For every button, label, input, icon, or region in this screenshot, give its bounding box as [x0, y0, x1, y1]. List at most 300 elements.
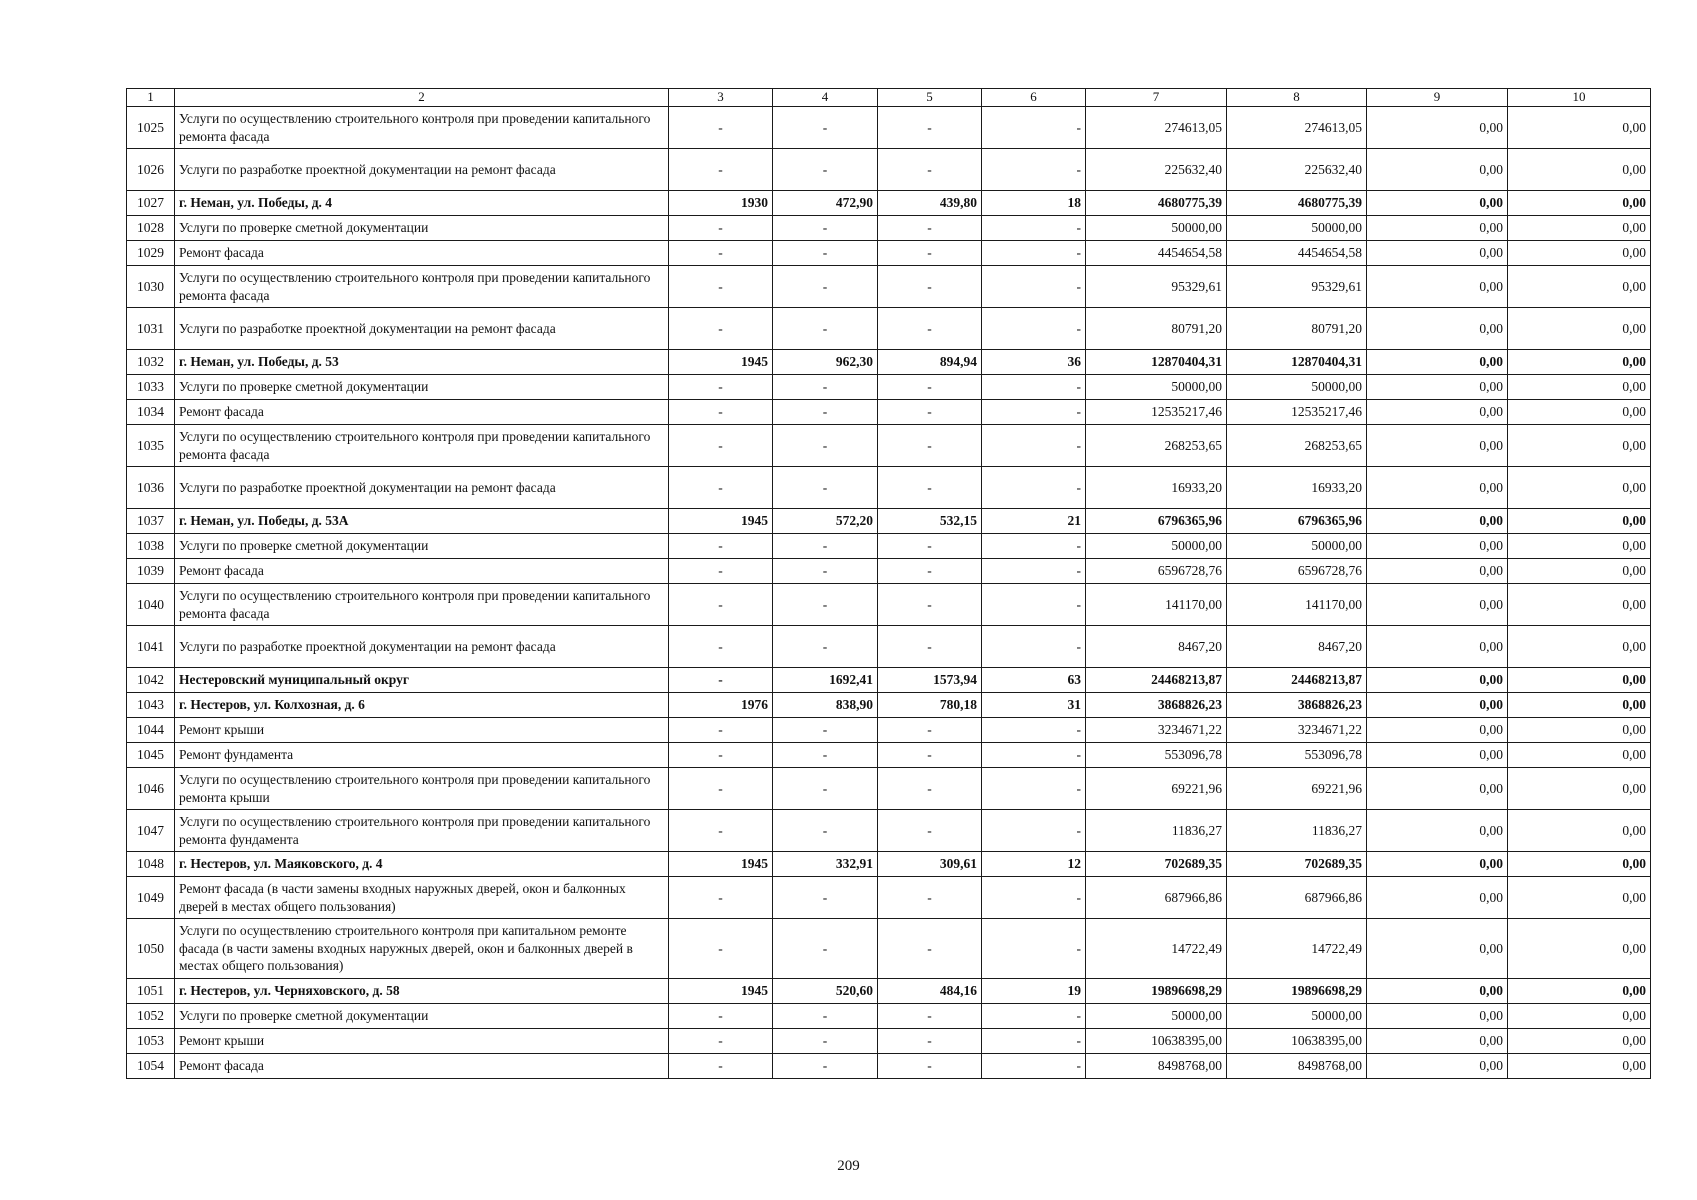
- col-5-cell: -: [878, 425, 982, 467]
- col-5-cell: 1573,94: [878, 668, 982, 693]
- col-3-cell: -: [669, 1004, 773, 1029]
- col-7-cell: 50000,00: [1086, 534, 1227, 559]
- table-row: [127, 149, 1651, 191]
- col-8-cell: 3234671,22: [1227, 718, 1367, 743]
- col-8-cell: 4454654,58: [1227, 241, 1367, 266]
- col-8-cell: 10638395,00: [1227, 1029, 1367, 1054]
- row-number-cell: 1034: [127, 400, 175, 425]
- col-3-cell: -: [669, 308, 773, 350]
- col-9-cell: 0,00: [1367, 1004, 1508, 1029]
- col-6-cell: -: [982, 266, 1086, 308]
- col-3-cell: -: [669, 534, 773, 559]
- row-number-cell: 1051: [127, 979, 175, 1004]
- col-10-cell: 0,00: [1508, 467, 1651, 509]
- col-7-cell: 95329,61: [1086, 266, 1227, 308]
- col-6-cell: -: [982, 559, 1086, 584]
- col-4-cell: 520,60: [773, 979, 878, 1004]
- row-number-cell: 1038: [127, 534, 175, 559]
- col-10-cell: 0,00: [1508, 979, 1651, 1004]
- col-8-cell: 4680775,39: [1227, 191, 1367, 216]
- col-10-cell: 0,00: [1508, 1004, 1651, 1029]
- table-row: [127, 509, 1651, 534]
- table-row: [127, 919, 1651, 979]
- col-5-cell: -: [878, 584, 982, 626]
- col-8-cell: 3868826,23: [1227, 693, 1367, 718]
- col-10-cell: 0,00: [1508, 668, 1651, 693]
- col-8-cell: 274613,05: [1227, 107, 1367, 149]
- col-10-cell: 0,00: [1508, 534, 1651, 559]
- col-7-cell: 14722,49: [1086, 919, 1227, 979]
- col-9-cell: 0,00: [1367, 877, 1508, 919]
- col-10-cell: 0,00: [1508, 350, 1651, 375]
- repair-costs-table: [126, 88, 1651, 1079]
- col-9-cell: 0,00: [1367, 584, 1508, 626]
- col-5-cell: -: [878, 149, 982, 191]
- col-6-cell: -: [982, 467, 1086, 509]
- row-number-cell: 1049: [127, 877, 175, 919]
- col-10-cell: 0,00: [1508, 852, 1651, 877]
- item-name-cell: Услуги по проверке сметной документации: [175, 1004, 669, 1029]
- table-row: [127, 559, 1651, 584]
- col-6-cell: 63: [982, 668, 1086, 693]
- col-4-cell: -: [773, 584, 878, 626]
- table-row: [127, 693, 1651, 718]
- col-3-cell: 1945: [669, 509, 773, 534]
- col-6-cell: -: [982, 718, 1086, 743]
- row-number-cell: 1029: [127, 241, 175, 266]
- col-4-cell: -: [773, 1029, 878, 1054]
- col-7-cell: 12870404,31: [1086, 350, 1227, 375]
- col-7-cell: 3868826,23: [1086, 693, 1227, 718]
- col-3-cell: 1945: [669, 350, 773, 375]
- col-3-cell: -: [669, 241, 773, 266]
- col-3-cell: -: [669, 626, 773, 668]
- table-row: [127, 626, 1651, 668]
- col-4-cell: -: [773, 743, 878, 768]
- col-6-cell: -: [982, 241, 1086, 266]
- col-6-cell: -: [982, 216, 1086, 241]
- col-9-cell: 0,00: [1367, 668, 1508, 693]
- header-cell: 6: [982, 89, 1086, 107]
- col-5-cell: -: [878, 1004, 982, 1029]
- col-9-cell: 0,00: [1367, 241, 1508, 266]
- item-name-cell: г. Неман, ул. Победы, д. 53А: [175, 509, 669, 534]
- table-row: [127, 584, 1651, 626]
- col-8-cell: 24468213,87: [1227, 668, 1367, 693]
- col-10-cell: 0,00: [1508, 718, 1651, 743]
- col-4-cell: 572,20: [773, 509, 878, 534]
- row-number-cell: 1035: [127, 425, 175, 467]
- col-4-cell: -: [773, 534, 878, 559]
- item-name-cell: Услуги по осуществлению строительного контроля при проведении капитального ремонта фасада: [175, 425, 669, 467]
- col-8-cell: 14722,49: [1227, 919, 1367, 979]
- col-5-cell: -: [878, 1029, 982, 1054]
- col-4-cell: -: [773, 810, 878, 852]
- col-8-cell: 553096,78: [1227, 743, 1367, 768]
- table-row: [127, 852, 1651, 877]
- table-row: [127, 1004, 1651, 1029]
- col-6-cell: -: [982, 308, 1086, 350]
- col-9-cell: 0,00: [1367, 425, 1508, 467]
- col-10-cell: 0,00: [1508, 216, 1651, 241]
- col-10-cell: 0,00: [1508, 400, 1651, 425]
- column-number-header: [127, 89, 1651, 107]
- col-7-cell: 6596728,76: [1086, 559, 1227, 584]
- col-8-cell: 50000,00: [1227, 375, 1367, 400]
- col-8-cell: 702689,35: [1227, 852, 1367, 877]
- col-3-cell: -: [669, 1054, 773, 1079]
- col-9-cell: 0,00: [1367, 191, 1508, 216]
- document-table-container: [126, 88, 1650, 1079]
- col-6-cell: -: [982, 626, 1086, 668]
- col-7-cell: 8467,20: [1086, 626, 1227, 668]
- item-name-cell: Услуги по проверке сметной документации: [175, 375, 669, 400]
- col-7-cell: 274613,05: [1086, 107, 1227, 149]
- item-name-cell: г. Неман, ул. Победы, д. 53: [175, 350, 669, 375]
- row-number-cell: 1026: [127, 149, 175, 191]
- col-4-cell: -: [773, 149, 878, 191]
- col-7-cell: 24468213,87: [1086, 668, 1227, 693]
- header-cell: 1: [127, 89, 175, 107]
- table-row: [127, 107, 1651, 149]
- col-5-cell: -: [878, 626, 982, 668]
- header-cell: 4: [773, 89, 878, 107]
- col-3-cell: -: [669, 743, 773, 768]
- col-9-cell: 0,00: [1367, 266, 1508, 308]
- row-number-cell: 1042: [127, 668, 175, 693]
- col-4-cell: -: [773, 107, 878, 149]
- col-3-cell: 1930: [669, 191, 773, 216]
- col-4-cell: -: [773, 768, 878, 810]
- col-6-cell: 18: [982, 191, 1086, 216]
- col-8-cell: 6596728,76: [1227, 559, 1367, 584]
- table-row: [127, 668, 1651, 693]
- item-name-cell: Ремонт фасада: [175, 241, 669, 266]
- col-6-cell: 21: [982, 509, 1086, 534]
- col-5-cell: -: [878, 1054, 982, 1079]
- col-4-cell: -: [773, 877, 878, 919]
- col-7-cell: 16933,20: [1086, 467, 1227, 509]
- col-10-cell: 0,00: [1508, 149, 1651, 191]
- col-4-cell: 472,90: [773, 191, 878, 216]
- col-5-cell: -: [878, 375, 982, 400]
- col-8-cell: 225632,40: [1227, 149, 1367, 191]
- col-10-cell: 0,00: [1508, 810, 1651, 852]
- col-9-cell: 0,00: [1367, 979, 1508, 1004]
- col-4-cell: -: [773, 467, 878, 509]
- col-10-cell: 0,00: [1508, 584, 1651, 626]
- col-3-cell: -: [669, 1029, 773, 1054]
- col-8-cell: 268253,65: [1227, 425, 1367, 467]
- table-row: [127, 718, 1651, 743]
- col-5-cell: -: [878, 743, 982, 768]
- table-row: [127, 877, 1651, 919]
- col-10-cell: 0,00: [1508, 877, 1651, 919]
- col-5-cell: 439,80: [878, 191, 982, 216]
- table-row: [127, 1054, 1651, 1079]
- col-5-cell: -: [878, 559, 982, 584]
- col-6-cell: -: [982, 425, 1086, 467]
- col-5-cell: -: [878, 308, 982, 350]
- col-5-cell: 780,18: [878, 693, 982, 718]
- col-5-cell: -: [878, 467, 982, 509]
- col-4-cell: -: [773, 375, 878, 400]
- table-row: [127, 768, 1651, 810]
- col-7-cell: 69221,96: [1086, 768, 1227, 810]
- col-6-cell: -: [982, 534, 1086, 559]
- table-row: [127, 1029, 1651, 1054]
- col-10-cell: 0,00: [1508, 266, 1651, 308]
- col-9-cell: 0,00: [1367, 308, 1508, 350]
- item-name-cell: Услуги по разработке проектной документации на ремонт фасада: [175, 626, 669, 668]
- col-3-cell: -: [669, 467, 773, 509]
- col-10-cell: 0,00: [1508, 308, 1651, 350]
- row-number-cell: 1036: [127, 467, 175, 509]
- col-3-cell: -: [669, 584, 773, 626]
- col-7-cell: 10638395,00: [1086, 1029, 1227, 1054]
- row-number-cell: 1054: [127, 1054, 175, 1079]
- item-name-cell: Услуги по разработке проектной документации на ремонт фасада: [175, 308, 669, 350]
- col-9-cell: 0,00: [1367, 149, 1508, 191]
- col-4-cell: 1692,41: [773, 668, 878, 693]
- table-row: [127, 216, 1651, 241]
- col-7-cell: 50000,00: [1086, 375, 1227, 400]
- table-row: [127, 400, 1651, 425]
- col-8-cell: 95329,61: [1227, 266, 1367, 308]
- col-9-cell: 0,00: [1367, 1029, 1508, 1054]
- col-5-cell: -: [878, 107, 982, 149]
- col-9-cell: 0,00: [1367, 743, 1508, 768]
- col-5-cell: -: [878, 768, 982, 810]
- item-name-cell: Услуги по осуществлению строительного контроля при проведении капитального ремонта фасада: [175, 584, 669, 626]
- col-7-cell: 6796365,96: [1086, 509, 1227, 534]
- col-8-cell: 69221,96: [1227, 768, 1367, 810]
- col-5-cell: 894,94: [878, 350, 982, 375]
- col-9-cell: 0,00: [1367, 534, 1508, 559]
- col-4-cell: -: [773, 216, 878, 241]
- col-4-cell: -: [773, 400, 878, 425]
- row-number-cell: 1043: [127, 693, 175, 718]
- col-9-cell: 0,00: [1367, 216, 1508, 241]
- header-cell: 9: [1367, 89, 1508, 107]
- page-number: 209: [837, 1158, 860, 1174]
- col-7-cell: 141170,00: [1086, 584, 1227, 626]
- col-7-cell: 12535217,46: [1086, 400, 1227, 425]
- row-number-cell: 1037: [127, 509, 175, 534]
- col-10-cell: 0,00: [1508, 191, 1651, 216]
- col-4-cell: -: [773, 718, 878, 743]
- col-6-cell: 12: [982, 852, 1086, 877]
- col-6-cell: -: [982, 107, 1086, 149]
- col-8-cell: 50000,00: [1227, 216, 1367, 241]
- col-5-cell: -: [878, 919, 982, 979]
- col-6-cell: -: [982, 375, 1086, 400]
- col-8-cell: 141170,00: [1227, 584, 1367, 626]
- col-7-cell: 225632,40: [1086, 149, 1227, 191]
- row-number-cell: 1030: [127, 266, 175, 308]
- col-5-cell: -: [878, 216, 982, 241]
- table-row: [127, 241, 1651, 266]
- item-name-cell: Ремонт фасада: [175, 559, 669, 584]
- col-10-cell: 0,00: [1508, 1029, 1651, 1054]
- table-body: [127, 107, 1651, 1079]
- col-3-cell: -: [669, 919, 773, 979]
- col-4-cell: 332,91: [773, 852, 878, 877]
- item-name-cell: Ремонт фасада: [175, 400, 669, 425]
- col-7-cell: 50000,00: [1086, 1004, 1227, 1029]
- table-row: [127, 534, 1651, 559]
- col-5-cell: 532,15: [878, 509, 982, 534]
- col-7-cell: 702689,35: [1086, 852, 1227, 877]
- item-name-cell: Ремонт фасада (в части замены входных наружных дверей, окон и балконных дверей в местах общего пользования): [175, 877, 669, 919]
- col-3-cell: -: [669, 149, 773, 191]
- table-row: [127, 743, 1651, 768]
- col-9-cell: 0,00: [1367, 626, 1508, 668]
- col-10-cell: 0,00: [1508, 241, 1651, 266]
- col-5-cell: 309,61: [878, 852, 982, 877]
- row-number-cell: 1045: [127, 743, 175, 768]
- col-3-cell: -: [669, 216, 773, 241]
- item-name-cell: Ремонт крыши: [175, 718, 669, 743]
- col-9-cell: 0,00: [1367, 509, 1508, 534]
- col-3-cell: 1976: [669, 693, 773, 718]
- row-number-cell: 1046: [127, 768, 175, 810]
- col-4-cell: -: [773, 241, 878, 266]
- col-4-cell: -: [773, 626, 878, 668]
- col-6-cell: -: [982, 1004, 1086, 1029]
- item-name-cell: г. Неман, ул. Победы, д. 4: [175, 191, 669, 216]
- col-7-cell: 19896698,29: [1086, 979, 1227, 1004]
- header-cell: 3: [669, 89, 773, 107]
- col-4-cell: -: [773, 266, 878, 308]
- item-name-cell: Ремонт фундамента: [175, 743, 669, 768]
- col-9-cell: 0,00: [1367, 375, 1508, 400]
- table-row: [127, 810, 1651, 852]
- col-3-cell: -: [669, 266, 773, 308]
- col-7-cell: 8498768,00: [1086, 1054, 1227, 1079]
- row-number-cell: 1028: [127, 216, 175, 241]
- col-3-cell: -: [669, 877, 773, 919]
- col-4-cell: -: [773, 919, 878, 979]
- col-3-cell: 1945: [669, 852, 773, 877]
- table-row: [127, 467, 1651, 509]
- col-7-cell: 11836,27: [1086, 810, 1227, 852]
- col-4-cell: -: [773, 425, 878, 467]
- table-row: [127, 266, 1651, 308]
- col-4-cell: -: [773, 559, 878, 584]
- col-9-cell: 0,00: [1367, 350, 1508, 375]
- col-3-cell: -: [669, 400, 773, 425]
- col-4-cell: -: [773, 1004, 878, 1029]
- col-5-cell: -: [878, 266, 982, 308]
- item-name-cell: г. Нестеров, ул. Маяковского, д. 4: [175, 852, 669, 877]
- col-8-cell: 80791,20: [1227, 308, 1367, 350]
- col-7-cell: 553096,78: [1086, 743, 1227, 768]
- col-6-cell: -: [982, 584, 1086, 626]
- col-3-cell: -: [669, 425, 773, 467]
- col-4-cell: -: [773, 1054, 878, 1079]
- col-6-cell: -: [982, 149, 1086, 191]
- col-10-cell: 0,00: [1508, 107, 1651, 149]
- item-name-cell: Услуги по проверке сметной документации: [175, 216, 669, 241]
- col-7-cell: 4454654,58: [1086, 241, 1227, 266]
- col-7-cell: 687966,86: [1086, 877, 1227, 919]
- row-number-cell: 1027: [127, 191, 175, 216]
- col-10-cell: 0,00: [1508, 559, 1651, 584]
- table-row: [127, 350, 1651, 375]
- col-5-cell: -: [878, 877, 982, 919]
- row-number-cell: 1050: [127, 919, 175, 979]
- col-5-cell: -: [878, 400, 982, 425]
- col-6-cell: 31: [982, 693, 1086, 718]
- header-cell: 5: [878, 89, 982, 107]
- col-8-cell: 12535217,46: [1227, 400, 1367, 425]
- col-8-cell: 6796365,96: [1227, 509, 1367, 534]
- col-5-cell: 484,16: [878, 979, 982, 1004]
- col-9-cell: 0,00: [1367, 810, 1508, 852]
- row-number-cell: 1033: [127, 375, 175, 400]
- row-number-cell: 1053: [127, 1029, 175, 1054]
- col-4-cell: -: [773, 308, 878, 350]
- col-8-cell: 16933,20: [1227, 467, 1367, 509]
- col-6-cell: -: [982, 1054, 1086, 1079]
- col-8-cell: 687966,86: [1227, 877, 1367, 919]
- item-name-cell: Услуги по осуществлению строительного контроля при капитальном ремонте фасада (в части замены входных наружных дверей, окон и балконных дверей в местах общего пользования): [175, 919, 669, 979]
- row-number-cell: 1039: [127, 559, 175, 584]
- header-cell: 8: [1227, 89, 1367, 107]
- col-9-cell: 0,00: [1367, 693, 1508, 718]
- col-5-cell: -: [878, 241, 982, 266]
- row-number-cell: 1041: [127, 626, 175, 668]
- col-6-cell: -: [982, 743, 1086, 768]
- col-4-cell: 962,30: [773, 350, 878, 375]
- item-name-cell: Услуги по осуществлению строительного контроля при проведении капитального ремонта фасада: [175, 107, 669, 149]
- item-name-cell: Ремонт крыши: [175, 1029, 669, 1054]
- row-number-cell: 1040: [127, 584, 175, 626]
- col-6-cell: -: [982, 400, 1086, 425]
- col-8-cell: 50000,00: [1227, 1004, 1367, 1029]
- col-8-cell: 8467,20: [1227, 626, 1367, 668]
- table-row: [127, 375, 1651, 400]
- col-10-cell: 0,00: [1508, 768, 1651, 810]
- table-row: [127, 979, 1651, 1004]
- table-row: [127, 191, 1651, 216]
- col-9-cell: 0,00: [1367, 718, 1508, 743]
- col-3-cell: -: [669, 718, 773, 743]
- col-9-cell: 0,00: [1367, 559, 1508, 584]
- item-name-cell: Услуги по разработке проектной документации на ремонт фасада: [175, 149, 669, 191]
- col-6-cell: -: [982, 877, 1086, 919]
- col-5-cell: -: [878, 718, 982, 743]
- col-4-cell: 838,90: [773, 693, 878, 718]
- item-name-cell: Услуги по осуществлению строительного контроля при проведении капитального ремонта фасада: [175, 266, 669, 308]
- col-7-cell: 3234671,22: [1086, 718, 1227, 743]
- table-row: [127, 425, 1651, 467]
- col-10-cell: 0,00: [1508, 425, 1651, 467]
- col-9-cell: 0,00: [1367, 919, 1508, 979]
- row-number-cell: 1032: [127, 350, 175, 375]
- col-10-cell: 0,00: [1508, 693, 1651, 718]
- header-cell: 2: [175, 89, 669, 107]
- col-8-cell: 11836,27: [1227, 810, 1367, 852]
- col-3-cell: -: [669, 107, 773, 149]
- table-row: [127, 308, 1651, 350]
- col-8-cell: 19896698,29: [1227, 979, 1367, 1004]
- col-6-cell: -: [982, 768, 1086, 810]
- col-8-cell: 12870404,31: [1227, 350, 1367, 375]
- row-number-cell: 1025: [127, 107, 175, 149]
- col-6-cell: 36: [982, 350, 1086, 375]
